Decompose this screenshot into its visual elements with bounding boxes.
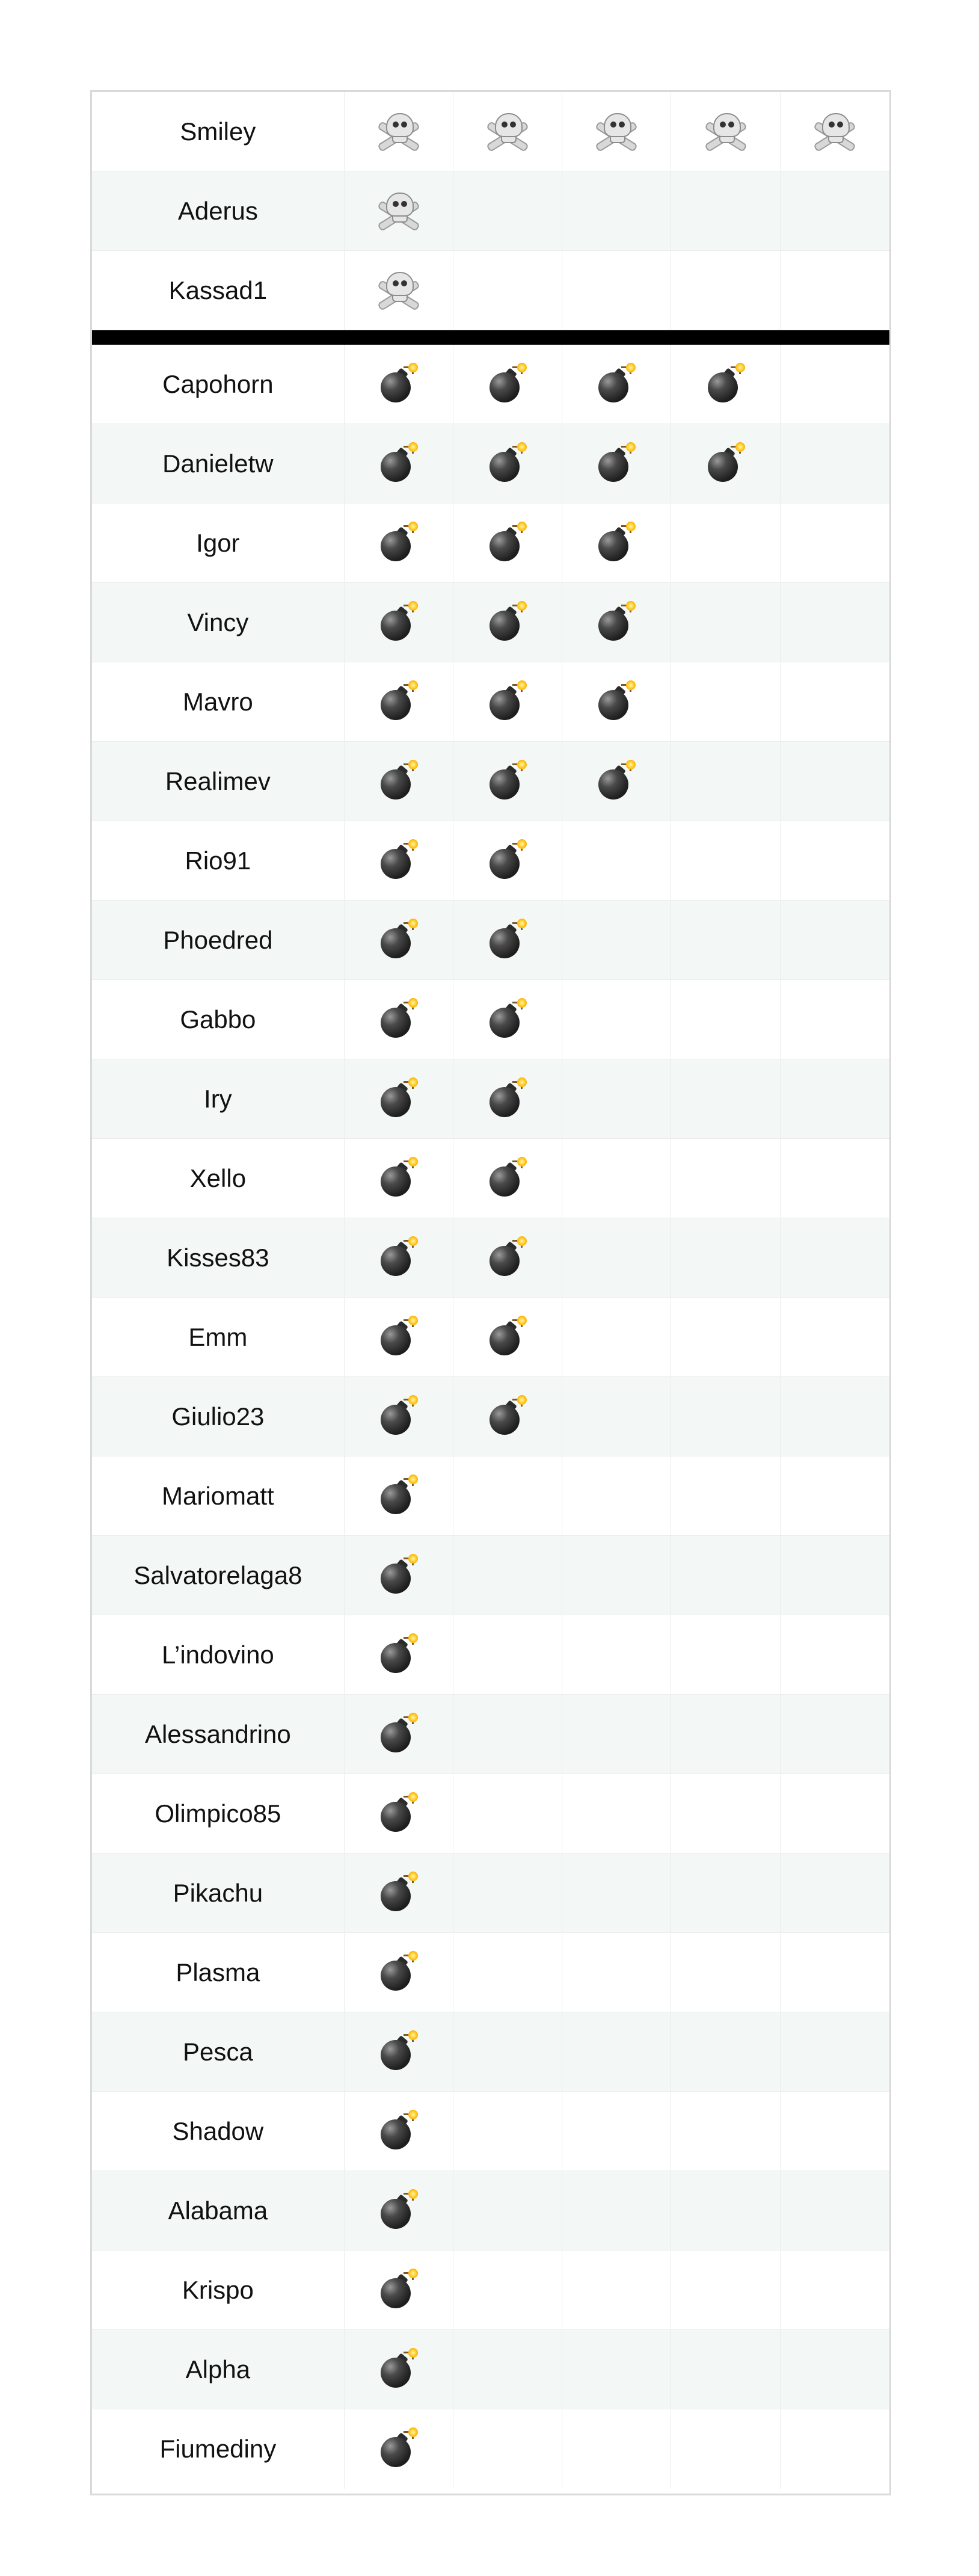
mark-cell (345, 1456, 453, 1535)
player-name: Iry (92, 1059, 345, 1138)
skull-and-crossbones-icon (378, 113, 420, 150)
mark-cell (453, 1933, 562, 2012)
table-row (92, 504, 889, 583)
mark-cell (453, 2409, 562, 2489)
bomb-icon (379, 2033, 418, 2071)
mark-cell (781, 251, 889, 330)
mark-cell (562, 2171, 671, 2250)
mark-cell (345, 1615, 453, 1694)
bomb-icon (379, 683, 418, 721)
player-name: Igor (92, 504, 345, 582)
player-name: Xello (92, 1139, 345, 1218)
mark-cell (345, 504, 453, 582)
mark-cell (562, 980, 671, 1059)
mark-cell (781, 2330, 889, 2409)
mark-cell (781, 1853, 889, 1932)
mark-cell (345, 2171, 453, 2250)
mark-cell (562, 1615, 671, 1694)
mark-cell (781, 901, 889, 979)
bomb-icon (597, 445, 636, 483)
mark-cell (345, 1933, 453, 2012)
mark-cell (671, 171, 780, 250)
bomb-icon (379, 1715, 418, 1754)
bomb-icon (379, 365, 418, 404)
bomb-icon (488, 524, 527, 562)
bomb-icon (379, 1080, 418, 1118)
mark-cell (562, 662, 671, 741)
table-row (92, 980, 889, 1059)
bomb-icon (707, 445, 745, 483)
mark-cell (345, 980, 453, 1059)
bomb-icon (379, 2112, 418, 2151)
mark-cell (453, 1298, 562, 1376)
mark-cell (453, 2092, 562, 2171)
player-name: Shadow (92, 2092, 345, 2171)
table-row (92, 742, 889, 821)
mark-cell (671, 901, 780, 979)
mark-cell (781, 92, 889, 171)
mark-cell (781, 504, 889, 582)
mark-cell (671, 504, 780, 582)
mark-cell (781, 1298, 889, 1376)
mark-cell (671, 1456, 780, 1535)
mark-cell (671, 2171, 780, 2250)
skull-section (92, 92, 889, 330)
table-row (92, 1139, 889, 1218)
bomb-icon (379, 603, 418, 642)
mark-cell (671, 1615, 780, 1694)
table-row (92, 583, 889, 662)
mark-cell (453, 424, 562, 503)
mark-cell (671, 1536, 780, 1615)
skull-and-crossbones-icon (595, 113, 637, 150)
mark-cell (562, 1139, 671, 1218)
bomb-icon (597, 683, 636, 721)
mark-cell (345, 662, 453, 741)
mark-cell (562, 1218, 671, 1297)
table-row (92, 2409, 889, 2489)
mark-cell (562, 424, 671, 503)
bomb-icon (488, 683, 527, 721)
bomb-icon (379, 1556, 418, 1595)
bomb-icon (379, 445, 418, 483)
bomb-icon (488, 1159, 527, 1198)
bomb-icon (379, 1159, 418, 1198)
mark-cell (453, 2251, 562, 2329)
mark-cell (671, 1218, 780, 1297)
bomb-icon (379, 921, 418, 960)
bomb-icon (597, 365, 636, 404)
mark-cell (671, 345, 780, 424)
mark-cell (781, 742, 889, 821)
bomb-icon (379, 1000, 418, 1039)
bomb-icon (379, 2192, 418, 2230)
mark-cell (453, 251, 562, 330)
table-row (92, 251, 889, 330)
player-name: Salvatorelaga8 (92, 1536, 345, 1615)
table-row (92, 2012, 889, 2092)
bomb-icon (488, 1000, 527, 1039)
skull-and-crossbones-icon (814, 113, 856, 150)
table-row (92, 1853, 889, 1933)
mark-cell (671, 1298, 780, 1376)
skull-and-crossbones-icon (378, 193, 420, 230)
mark-cell (781, 1377, 889, 1456)
player-name: Giulio23 (92, 1377, 345, 1456)
bomb-icon (488, 1397, 527, 1436)
mark-cell (453, 171, 562, 250)
player-name: Phoedred (92, 901, 345, 979)
mark-cell (781, 1456, 889, 1535)
player-name: Mavro (92, 662, 345, 741)
table-row (92, 1695, 889, 1774)
table-row (92, 2171, 889, 2251)
mark-cell (345, 251, 453, 330)
mark-cell (781, 2012, 889, 2091)
player-name: Kisses83 (92, 1218, 345, 1297)
mark-cell (345, 2092, 453, 2171)
table-row (92, 1933, 889, 2012)
mark-cell (671, 1059, 780, 1138)
mark-cell (453, 2012, 562, 2091)
player-name: Alabama (92, 2171, 345, 2250)
mark-cell (671, 424, 780, 503)
bomb-icon (488, 921, 527, 960)
player-name: Aderus (92, 171, 345, 250)
table-row (92, 1377, 889, 1456)
mark-cell (671, 742, 780, 821)
mark-cell (671, 2092, 780, 2171)
mark-cell (781, 1615, 889, 1694)
table-row (92, 424, 889, 504)
mark-cell (453, 2171, 562, 2250)
player-name: L’indovino (92, 1615, 345, 1694)
bomb-icon (707, 365, 745, 404)
mark-cell (781, 1933, 889, 2012)
mark-cell (345, 1853, 453, 1932)
table-row (92, 92, 889, 171)
mark-cell (345, 1139, 453, 1218)
player-name: Kassad1 (92, 251, 345, 330)
bomb-icon (379, 1795, 418, 1833)
bomb-icon (379, 2350, 418, 2389)
bomb-icon (488, 762, 527, 801)
bomb-icon (379, 842, 418, 880)
bomb-icon (379, 1477, 418, 1515)
table-row (92, 2251, 889, 2330)
mark-cell (671, 821, 780, 900)
mark-cell (453, 980, 562, 1059)
table-row (92, 662, 889, 742)
mark-cell (671, 2409, 780, 2489)
mark-cell (671, 662, 780, 741)
bomb-icon (597, 524, 636, 562)
mark-cell (345, 1536, 453, 1615)
player-name: Pesca (92, 2012, 345, 2091)
mark-cell (562, 1933, 671, 2012)
player-name: Vincy (92, 583, 345, 662)
bomb-icon (379, 1318, 418, 1357)
player-name: Capohorn (92, 345, 345, 424)
mark-cell (671, 2012, 780, 2091)
mark-cell (345, 1377, 453, 1456)
mark-cell (781, 662, 889, 741)
skull-and-crossbones-icon (705, 113, 747, 150)
mark-cell (671, 2330, 780, 2409)
mark-cell (453, 345, 562, 424)
skull-and-crossbones-icon (486, 113, 529, 150)
mark-cell (453, 1615, 562, 1694)
bomb-icon (488, 842, 527, 880)
mark-cell (562, 1059, 671, 1138)
mark-cell (781, 821, 889, 900)
section-divider (92, 330, 889, 345)
skull-and-crossbones-icon (378, 272, 420, 309)
bomb-icon (488, 603, 527, 642)
player-name: Krispo (92, 2251, 345, 2329)
bomb-icon (379, 1953, 418, 1992)
player-name: Pikachu (92, 1853, 345, 1932)
mark-cell (781, 2251, 889, 2329)
bomb-icon (488, 1318, 527, 1357)
mark-cell (781, 424, 889, 503)
mark-cell (562, 901, 671, 979)
bomb-icon (379, 2430, 418, 2468)
mark-cell (781, 171, 889, 250)
table-row (92, 1456, 889, 1536)
bomb-icon (379, 2271, 418, 2309)
mark-cell (562, 821, 671, 900)
mark-cell (671, 1853, 780, 1932)
mark-cell (453, 1695, 562, 1773)
mark-cell (345, 742, 453, 821)
player-name: Fiumediny (92, 2409, 345, 2489)
mark-cell (345, 171, 453, 250)
mark-cell (671, 251, 780, 330)
table-row (92, 901, 889, 980)
player-name: Mariomatt (92, 1456, 345, 1535)
mark-cell (562, 251, 671, 330)
mark-cell (781, 1536, 889, 1615)
mark-cell (562, 1853, 671, 1932)
bomb-icon (488, 365, 527, 404)
player-name: Danieletw (92, 424, 345, 503)
bomb-icon (597, 603, 636, 642)
mark-cell (345, 901, 453, 979)
table-row (92, 1059, 889, 1139)
mark-cell (781, 1218, 889, 1297)
bomb-icon (488, 445, 527, 483)
table-row (92, 2330, 889, 2409)
player-name: Gabbo (92, 980, 345, 1059)
bomb-section (92, 345, 889, 2489)
ranking-table (90, 90, 891, 2495)
bomb-icon (379, 1397, 418, 1436)
player-name: Plasma (92, 1933, 345, 2012)
bomb-icon (379, 1874, 418, 1912)
mark-cell (453, 1139, 562, 1218)
mark-cell (671, 1139, 780, 1218)
bomb-icon (379, 1636, 418, 1674)
mark-cell (453, 742, 562, 821)
mark-cell (453, 1853, 562, 1932)
mark-cell (671, 583, 780, 662)
mark-cell (345, 2409, 453, 2489)
mark-cell (345, 2251, 453, 2329)
mark-cell (562, 1456, 671, 1535)
mark-cell (671, 1695, 780, 1773)
mark-cell (345, 92, 453, 171)
bomb-icon (379, 762, 418, 801)
table-row (92, 1298, 889, 1377)
mark-cell (453, 2330, 562, 2409)
mark-cell (781, 345, 889, 424)
mark-cell (562, 1774, 671, 1853)
mark-cell (562, 2012, 671, 2091)
mark-cell (562, 2251, 671, 2329)
mark-cell (671, 1377, 780, 1456)
table-row (92, 1218, 889, 1298)
bomb-icon (488, 1239, 527, 1277)
mark-cell (345, 1059, 453, 1138)
mark-cell (453, 504, 562, 582)
mark-cell (562, 1377, 671, 1456)
player-name: Emm (92, 1298, 345, 1376)
player-name: Smiley (92, 92, 345, 171)
mark-cell (453, 1536, 562, 1615)
mark-cell (345, 1695, 453, 1773)
mark-cell (562, 1298, 671, 1376)
mark-cell (345, 2330, 453, 2409)
player-name: Alpha (92, 2330, 345, 2409)
mark-cell (562, 1536, 671, 1615)
mark-cell (345, 345, 453, 424)
mark-cell (345, 1298, 453, 1376)
table-row (92, 1615, 889, 1695)
mark-cell (562, 92, 671, 171)
mark-cell (562, 742, 671, 821)
table-row (92, 171, 889, 251)
mark-cell (781, 2409, 889, 2489)
bomb-icon (379, 524, 418, 562)
mark-cell (671, 92, 780, 171)
mark-cell (345, 1774, 453, 1853)
mark-cell (781, 2171, 889, 2250)
mark-cell (453, 1377, 562, 1456)
mark-cell (562, 171, 671, 250)
mark-cell (671, 1933, 780, 2012)
table-row (92, 2092, 889, 2171)
mark-cell (562, 504, 671, 582)
table-row (92, 1536, 889, 1615)
mark-cell (453, 1456, 562, 1535)
mark-cell (562, 2330, 671, 2409)
bomb-icon (379, 1239, 418, 1277)
mark-cell (781, 980, 889, 1059)
mark-cell (781, 583, 889, 662)
mark-cell (453, 1059, 562, 1138)
mark-cell (671, 1774, 780, 1853)
mark-cell (781, 2092, 889, 2171)
mark-cell (562, 345, 671, 424)
mark-cell (562, 2092, 671, 2171)
table-row (92, 345, 889, 424)
mark-cell (453, 583, 562, 662)
mark-cell (781, 1059, 889, 1138)
mark-cell (453, 901, 562, 979)
mark-cell (453, 92, 562, 171)
mark-cell (453, 662, 562, 741)
mark-cell (345, 583, 453, 662)
mark-cell (562, 583, 671, 662)
player-name: Rio91 (92, 821, 345, 900)
mark-cell (671, 980, 780, 1059)
mark-cell (345, 2012, 453, 2091)
mark-cell (345, 424, 453, 503)
player-name: Olimpico85 (92, 1774, 345, 1853)
mark-cell (453, 1218, 562, 1297)
mark-cell (781, 1774, 889, 1853)
mark-cell (345, 1218, 453, 1297)
mark-cell (345, 821, 453, 900)
mark-cell (453, 1774, 562, 1853)
bomb-icon (597, 762, 636, 801)
mark-cell (671, 2251, 780, 2329)
table-row (92, 821, 889, 901)
mark-cell (781, 1695, 889, 1773)
table-row (92, 1774, 889, 1853)
mark-cell (781, 1139, 889, 1218)
player-name: Alessandrino (92, 1695, 345, 1773)
mark-cell (453, 821, 562, 900)
mark-cell (562, 1695, 671, 1773)
bomb-icon (488, 1080, 527, 1118)
player-name: Realimev (92, 742, 345, 821)
mark-cell (562, 2409, 671, 2489)
